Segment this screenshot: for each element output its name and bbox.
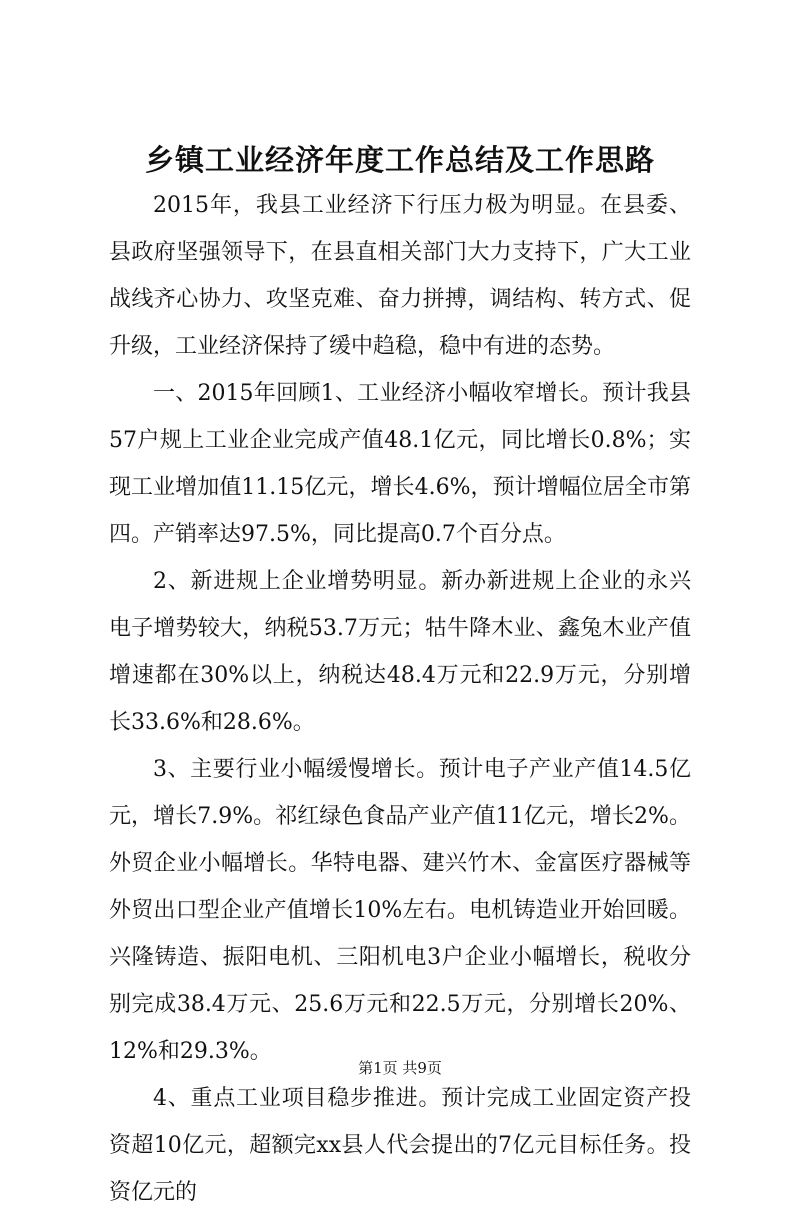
paragraph-review-2: 2、新进规上企业增势明显。新办新进规上企业的永兴电子增势较大，纳税53.7万元；牯牛降木业、鑫兔木业产值增速都在30%以上，纳税达48.4万元和22.9万元，分别增长33.6%和28.6%。 (109, 569, 691, 735)
page-number-footer: 第1页 共9页 (358, 1059, 442, 1077)
paragraph-review-1: 一、2015年回顾1、工业经济小幅收窄增长。预计我县57户规上工业企业完成产值48.1亿元，同比增长0.8%；实现工业增加值11.15亿元，增长4.6%，预计增幅位居全市第四。产销率达97.5%，同比提高0.7个百分点。 (109, 381, 691, 547)
document-title: 乡镇工业经济年度工作总结及工作思路 (144, 143, 655, 177)
paragraph-review-4: 4、重点工业项目稳步推进。预计完成工业固定资产投资超10亿元，超额完xx县人代会提出的7亿元目标任务。投资亿元的 (109, 1086, 691, 1205)
paragraph-review-3: 3、主要行业小幅缓慢增长。预计电子产业产值14.5亿元，增长7.9%。祁红绿色食品产业产值11亿元，增长2%。外贸企业小幅增长。华特电器、建兴竹木、金富医疗器械等外贸出口型企业产值增长10%左右。电机铸造业开始回暖。兴隆铸造、振阳电机、三阳机电3户企业小幅增长，税收分别完成38.4万元、25.6万元和22.5万元，分别增长20%、12%和29.3%。 (109, 757, 691, 1064)
paragraph-intro: 2015年，我县工业经济下行压力极为明显。在县委、县政府坚强领导下，在县直相关部门大力支持下，广大工业战线齐心协力、攻坚克难、奋力拼搏，调结构、转方式、促升级，工业经济保持了缓中趋稳，稳中有进的态势。 (109, 193, 691, 359)
